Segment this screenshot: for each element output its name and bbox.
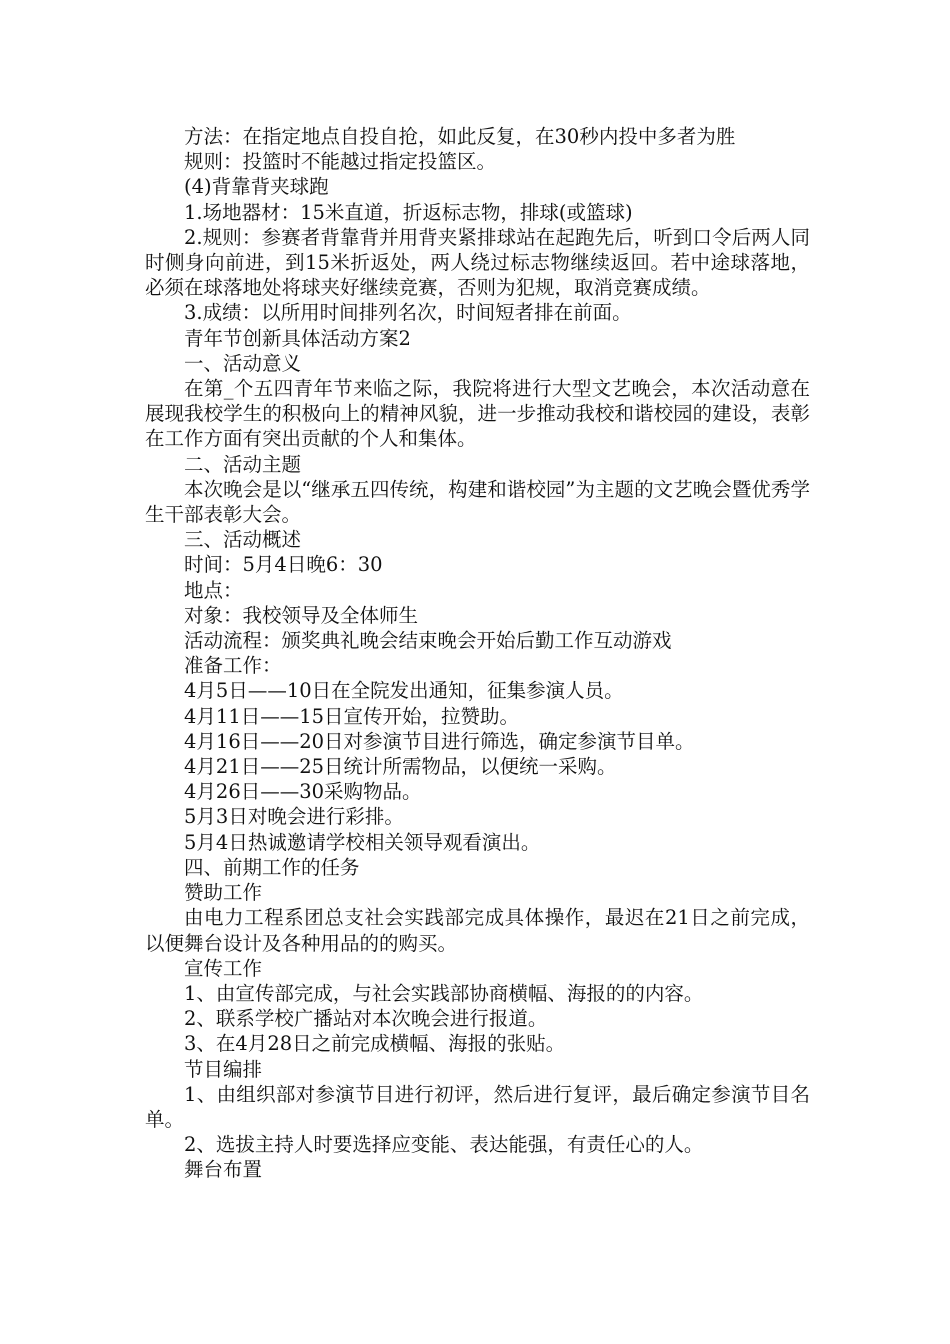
paragraph: 对象：我校领导及全体师生 xyxy=(184,603,419,627)
subsection-heading: 赞助工作 xyxy=(184,881,263,905)
paragraph: 1、由组织部对参演节目进行初评，然后进行复评，最后确定参演节目名单。 xyxy=(145,1082,810,1131)
paragraph: 4月21日——25日统计所需物品，以便统一采购。 xyxy=(184,755,617,779)
subsection-heading: 宣传工作 xyxy=(184,956,263,980)
section-heading: 三、活动概述 xyxy=(184,528,302,552)
paragraph: 3、在4月28日之前完成横幅、海报的张贴。 xyxy=(184,1032,566,1056)
paragraph: 4月11日——15日宣传开始，拉赞助。 xyxy=(184,704,520,728)
paragraph: 1.场地器材：15米直道，折返标志物，排球(或篮球) xyxy=(184,200,633,224)
paragraph: 时间：5月4日晚6：30 xyxy=(184,553,383,577)
paragraph: 2、选拔主持人时要选择应变能、表达能强，有责任心的人。 xyxy=(184,1133,704,1157)
paragraph: 4月26日——30采购物品。 xyxy=(184,780,422,804)
section-heading: 二、活动主题 xyxy=(184,452,302,476)
paragraph: 5月4日热诚邀请学校相关领导观看演出。 xyxy=(184,830,541,854)
subsection-heading: 舞台布置 xyxy=(184,1158,263,1182)
paragraph: 2.规则：参赛者背靠背并用背夹紧排球站在起跑先后，听到口令后两人同时侧身向前进，到15米折返处，两人绕过标志物继续返回。若中途球落地，必须在球落地处将球夹好继续竞赛，否则为犯规，取消竞赛成绩。 xyxy=(145,225,810,300)
paragraph: 3.成绩：以所用时间排列名次，时间短者排在前面。 xyxy=(184,301,632,325)
paragraph: 4月16日——20日对参演节目进行筛选，确定参演节目单。 xyxy=(184,729,695,753)
paragraph: 在第_个五四青年节来临之际，我院将进行大型文艺晚会，本次活动意在展现我校学生的积极向上的精神风貌，进一步推动我校和谐校园的建设，表彰在工作方面有突出贡献的个人和集体。 xyxy=(145,377,810,451)
paragraph: 1、由宣传部完成，与社会实践部协商横幅、海报的的内容。 xyxy=(184,981,704,1005)
paragraph: 规则：投篮时不能越过指定投篮区。 xyxy=(184,150,497,174)
paragraph: 准备工作： xyxy=(184,654,282,678)
paragraph: (4)背靠背夹球跑 xyxy=(184,175,329,199)
paragraph: 由电力工程系团总支社会实践部完成具体操作，最迟在21日之前完成，以便舞台设计及各种用品的的购买。 xyxy=(145,906,810,955)
paragraph: 活动流程：颁奖典礼晚会结束晚会开始后勤工作互动游戏 xyxy=(184,629,672,653)
paragraph: 方法：在指定地点自投自抢，如此反复，在30秒内投中多者为胜 xyxy=(184,125,736,148)
paragraph: 本次晚会是以“继承五四传统，构建和谐校园”为主题的文艺晚会暨优秀学生干部表彰大会。 xyxy=(145,477,810,527)
section-heading: 四、前期工作的任务 xyxy=(184,855,360,879)
paragraph: 地点： xyxy=(184,578,243,602)
document-page xyxy=(145,124,810,1183)
paragraph: 2、联系学校广播站对本次晚会进行报道。 xyxy=(184,1007,548,1031)
section-heading: 一、活动意义 xyxy=(184,351,302,375)
paragraph: 4月5日——10日在全院发出通知，征集参演人员。 xyxy=(184,679,624,703)
subsection-heading: 节目编排 xyxy=(184,1057,263,1081)
paragraph: 5月3日对晚会进行彩排。 xyxy=(184,805,404,829)
section-heading: 青年节创新具体活动方案2 xyxy=(184,326,411,350)
